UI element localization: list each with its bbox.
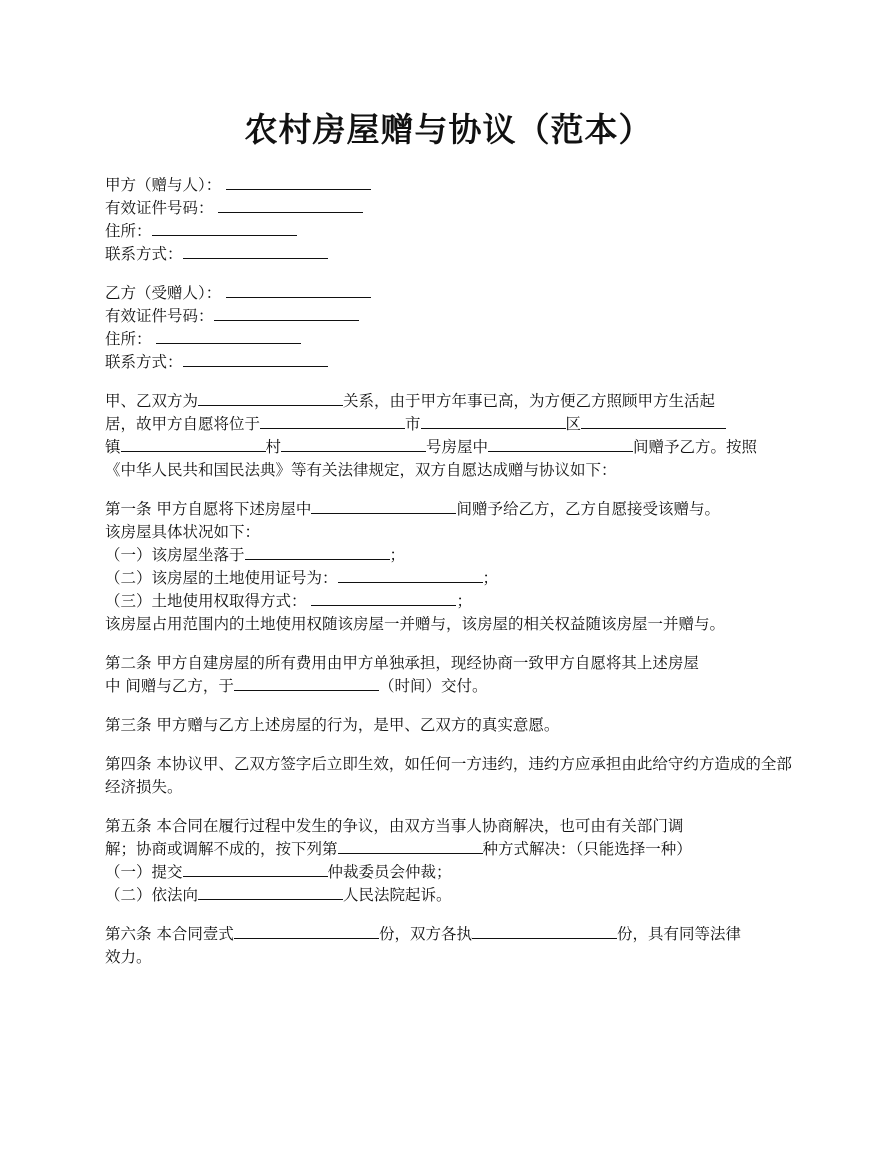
intro-text: 区 [565,415,582,433]
article-text: （二）依法向 [105,886,199,904]
article-text: （一）提交 [105,863,183,881]
article-text: 第六条 本合同壹式 [105,925,234,943]
party-b-address-blank[interactable] [156,328,301,344]
article-text: ； [389,546,406,564]
article-1-tail: 该房屋占用范围内的土地使用权随该房屋一并赠与，该房屋的相关权益随该房屋一并赠与。 [105,615,726,633]
party-b-address-line [105,328,792,351]
article-4-text: 第四条 本协议甲、乙双方签字后立即生效，如任何一方违约，违约方应承担由此给守约方造成的全部经济损失。 [105,755,792,796]
party-a-section [105,174,792,266]
room-count-blank[interactable] [488,436,633,452]
article-text: （二）该房屋的土地使用证号为： [105,569,338,587]
village-blank[interactable] [281,436,426,452]
party-a-contact-blank[interactable] [183,243,328,259]
delivery-time-blank[interactable] [234,675,379,691]
article-text: 仲裁委员会仲裁； [327,863,452,881]
article-5-line-2 [105,838,792,861]
party-a-name-line [105,174,792,197]
party-b-id-blank[interactable] [214,305,359,321]
intro-line-3 [105,436,792,459]
article-5-item-2 [105,884,792,907]
article-3-text: 第三条 甲方赠与乙方上述房屋的行为，是甲、乙双方的真实意愿。 [105,716,560,734]
article-1-line-2: 该房屋具体状况如下： [105,523,261,541]
town-name-blank[interactable] [121,436,266,452]
party-b-id-label: 有效证件号码： [105,307,214,325]
gift-rooms-blank[interactable] [311,498,456,514]
intro-line-1 [105,390,792,413]
article-6-line-1 [105,923,792,946]
party-a-id-label: 有效证件号码： [105,199,214,217]
article-text: ； [456,592,472,610]
intro-line-4: 《中华人民共和国民法典》等有关法律规定，双方自愿达成赠与协议如下： [105,461,617,479]
arbitration-commission-blank[interactable] [183,861,328,877]
party-a-id-line [105,197,792,220]
party-b-id-line [105,305,792,328]
article-1-item-1 [105,544,792,567]
article-2 [105,652,792,698]
land-acquisition-blank[interactable] [311,590,456,606]
party-b-name-line [105,282,792,305]
intro-text: 市 [405,415,421,433]
document-title: 农村房屋赠与协议（范本） [244,110,653,149]
party-a-address-label: 住所： [105,222,152,240]
article-text: （三）土地使用权取得方式： [105,592,307,610]
article-5-item-1 [105,861,792,884]
relationship-blank[interactable] [198,390,343,406]
article-text: 第一条 甲方自愿将下述房屋中 [105,500,312,518]
article-text: 种方式解决：（只能选择一种） [482,840,692,858]
article-text: （时间）交付。 [378,677,488,695]
intro-text: 甲、乙双方为 [105,392,199,410]
article-3 [105,714,792,737]
party-a-name-label: 甲方（赠与人）： [105,176,222,194]
city-blank[interactable] [260,413,405,429]
article-text: 解；协商或调解不成的，按下列第 [105,840,338,858]
location-blank[interactable] [245,544,390,560]
article-text: 份，具有同等法律 [616,925,741,943]
intro-text: 镇 [105,438,121,456]
resolution-choice-blank[interactable] [338,838,483,854]
copies-blank[interactable] [234,923,379,939]
article-1-item-2 [105,567,792,590]
article-text: 中 间赠与乙方，于 [105,677,234,695]
article-2-line-2 [105,675,792,698]
party-b-contact-label: 联系方式： [105,353,183,371]
article-1 [105,498,792,636]
party-a-contact-line [105,243,792,266]
article-text: 人民法院起诉。 [343,886,452,904]
intro-line-2 [105,413,792,436]
party-b-name-blank[interactable] [226,282,371,298]
town-blank[interactable] [581,413,726,429]
article-2-line-1: 第二条 甲方自建房屋的所有费用由甲方单独承担，现经协商一致甲方自愿将其上述房屋 [105,654,699,672]
district-blank[interactable] [421,413,566,429]
article-6 [105,923,792,969]
intro-text: 关系，由于甲方年事已高，为方便乙方照顾甲方生活起 [343,392,716,410]
party-a-id-blank[interactable] [218,197,363,213]
party-b-name-label: 乙方（受赠人）： [105,284,222,302]
article-6-line-2: 效力。 [105,948,152,966]
land-certificate-blank[interactable] [338,567,483,583]
party-b-contact-blank[interactable] [183,351,328,367]
each-copies-blank[interactable] [472,923,617,939]
party-b-section [105,282,792,374]
intro-paragraph [105,390,792,482]
article-5-line-1: 第五条 本合同在履行过程中发生的争议，由双方当事人协商解决，也可由有关部门调 [105,817,684,835]
party-a-name-blank[interactable] [226,174,371,190]
party-b-address-label: 住所： [105,330,152,348]
article-1-line-1 [105,498,792,521]
article-text: （一）该房屋坐落于 [105,546,245,564]
party-a-contact-label: 联系方式： [105,245,183,263]
article-5 [105,815,792,907]
article-text: 间赠予给乙方，乙方自愿接受该赠与。 [456,500,720,518]
intro-text: 号房屋中 [426,438,489,456]
article-text: ； [482,569,499,587]
intro-text: 村 [265,438,282,456]
intro-text: 间赠予乙方。按照 [633,438,758,456]
article-text: 份，双方各执 [378,925,472,943]
article-4 [105,753,792,799]
intro-text: 居，故甲方自愿将位于 [105,415,261,433]
article-1-item-3 [105,590,792,613]
court-blank[interactable] [198,884,343,900]
party-a-address-line [105,220,792,243]
party-b-contact-line [105,351,792,374]
party-a-address-blank[interactable] [152,220,297,236]
